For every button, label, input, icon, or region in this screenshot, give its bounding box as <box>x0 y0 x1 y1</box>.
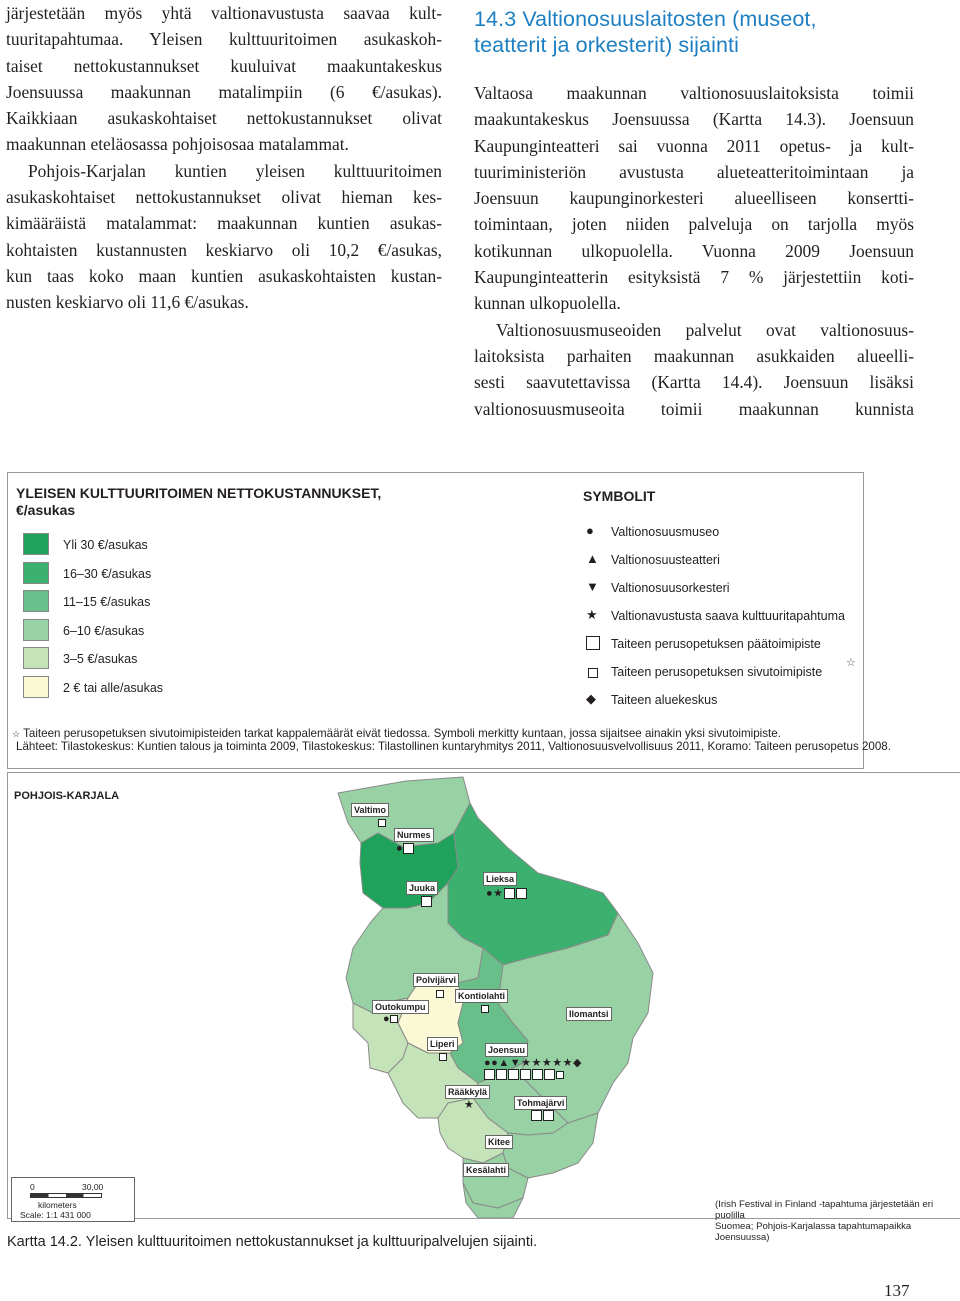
star-icon: ★ <box>552 1057 563 1069</box>
map-symbols-joensuu <box>484 1058 582 1080</box>
map-label-valtimo: Valtimo <box>351 803 389 817</box>
small-square-icon <box>439 1053 447 1061</box>
map-label-nurmes: Nurmes <box>394 828 434 842</box>
diamond-icon: ◆ <box>586 691 596 706</box>
text-line: Valtaosa maakunnan valtionosuuslaitoksista toimii <box>474 83 914 103</box>
text-line: Kaikkiaan asukaskohtaiset nettokustannukset olivat <box>6 108 442 129</box>
map-region-title: POHJOIS-KARJALA <box>14 790 120 802</box>
triangle-up-icon: ▲ <box>498 1057 510 1069</box>
legend-label: 6–10 €/asukas <box>63 624 145 638</box>
star-icon: ★ <box>493 887 504 900</box>
figure-caption: Kartta 14.2. Yleisen kulttuuritoimen nettokustannukset ja kulttuuripalvelujen sijainti. <box>7 1234 538 1250</box>
star-icon: ★ <box>464 1099 475 1111</box>
large-square-icon <box>508 1069 519 1080</box>
scale-zero: 0 <box>30 1182 35 1192</box>
map-symbols-lieksa <box>486 888 528 899</box>
map-symbols-kontiolahti <box>481 1004 490 1015</box>
legend-title <box>16 485 381 519</box>
large-square-icon <box>543 1110 554 1121</box>
right-text-column <box>474 6 914 422</box>
map-label-kontiolahti: Kontiolahti <box>455 989 508 1003</box>
text-line: Kaupunginteatteri sai vuonna 2011 opetus- ja kult- <box>474 135 914 156</box>
text-line: asukaskohtaiset nettokustannukset olivat hieman kes- <box>6 187 442 208</box>
circle-icon: ● <box>396 842 404 855</box>
right-paragraph-1 <box>474 80 914 317</box>
small-square-icon <box>436 990 444 998</box>
star-icon: ★ <box>531 1057 542 1069</box>
section-heading <box>474 6 914 58</box>
text-line: kotikunnan ulkopuolella. Vuonna 2009 Joensuun <box>474 240 914 261</box>
legend-swatch-6-10 <box>23 619 49 641</box>
text-line: Valtionosuusmuseoiden palvelut ovat valtionosuus- <box>496 319 914 340</box>
map-label-liperi: Liperi <box>427 1037 458 1051</box>
star-icon: ★ <box>586 607 598 622</box>
text-line: nusten keskiarvo oli 11,6 €/asukas. <box>6 292 249 313</box>
text-line: Joensuussa maakunnan matalimpiin (6 €/asukas). <box>6 81 442 102</box>
map-label-lieksa: Lieksa <box>483 872 517 886</box>
small-square-icon <box>390 1015 398 1023</box>
festival-note-line: (Irish Festival in Finland -tapahtuma järjestetään eri puolilla <box>715 1199 934 1221</box>
circle-icon: ● <box>383 1013 391 1025</box>
text-line: järjestetään myös yhtä valtionavustusta saavaa kult- <box>6 3 442 23</box>
large-square-icon <box>496 1069 507 1080</box>
map-label-ilomantsi: Ilomantsi <box>566 1007 612 1021</box>
text-line: Joensuun kaupunginorkesteri alueelliseen konsertti- <box>474 188 914 209</box>
page-number: 137 <box>884 1281 910 1300</box>
legend-note-text: Taiteen perusopetuksen sivutoimipisteiden tarkat kappalemäärät eivät tiedossa. Symboli merkitty kuntaan, jossa sijaitsee ainakin yksi sivutoimipiste. <box>23 727 781 740</box>
symbol-label: Valtionosuusteatteri <box>611 553 720 567</box>
legend-swatch-3-5 <box>23 647 49 669</box>
text-line: laitoksista parhaiten maakunnan asukkaiden alueelli- <box>474 345 914 366</box>
legend-swatch-under-2 <box>23 676 49 698</box>
legend-swatch-11-15 <box>23 590 49 612</box>
left-text-column <box>6 0 442 316</box>
circle-icon: ● <box>484 1057 492 1069</box>
outline-star-icon: ☆ <box>12 729 21 739</box>
symbol-label: Taiteen perusopetuksen sivutoimipiste <box>611 665 823 679</box>
text-line: valtionosuusmuseoita toimii maakunnan kunnista <box>474 398 914 419</box>
symbol-label: Valtionosuusmuseo <box>611 525 720 539</box>
text-line: sesti saavutettavissa (Kartta 14.4). Joensuun lisäksi <box>474 372 914 393</box>
map-symbols-polvijarvi <box>436 989 445 1000</box>
legend-title-line: €/asukas <box>16 502 76 518</box>
large-square-icon <box>403 843 414 854</box>
star-icon: ★ <box>562 1057 573 1069</box>
text-line: Kaupunginteatterin esityksistä 7 % järjestettiin koti- <box>474 267 914 288</box>
map-label-raakkyla: Rääkkylä <box>445 1085 490 1099</box>
left-paragraph-2 <box>6 158 442 316</box>
scale-max: 30,00 <box>82 1182 104 1192</box>
map-symbols-outokumpu <box>383 1014 399 1025</box>
map-figure <box>7 472 960 1292</box>
legend-label: 3–5 €/asukas <box>63 652 138 666</box>
map-symbols-raakkyla <box>464 1100 474 1111</box>
legend-label: 16–30 €/asukas <box>63 567 152 581</box>
text-line: maakunnan eteläosassa pohjoisosaa matalammat. <box>6 134 349 155</box>
large-square-icon <box>504 888 515 899</box>
map-symbols-liperi <box>439 1052 448 1063</box>
circle-icon: ● <box>491 1057 499 1069</box>
text-line: kohtaisten kustannusten keskiarvo oli 10,2 €/asukas, <box>6 239 442 260</box>
text-line: kimääräistä matalammat: maakunnan kuntien asukas- <box>6 213 442 234</box>
right-paragraph-2 <box>474 317 914 422</box>
map-label-juuka: Juuka <box>406 881 438 895</box>
scale-ratio: Scale: 1:1 431 000 <box>20 1210 91 1220</box>
scale-unit: kilometers <box>38 1200 77 1210</box>
map-legend <box>7 472 891 769</box>
map-label-polvijarvi: Polvijärvi <box>413 973 459 987</box>
large-square-icon <box>544 1069 555 1080</box>
outline-star-icon: ☆ <box>846 657 856 669</box>
map-symbols-nurmes <box>396 843 415 854</box>
large-square-icon <box>421 896 432 907</box>
section-heading-line: teatterit ja orkesterit) sijainti <box>474 33 739 57</box>
legend-swatch-16-30 <box>23 562 49 584</box>
festival-note <box>715 1199 960 1243</box>
symbol-label: Valtionosuusorkesteri <box>611 581 730 595</box>
legend-label: 2 € tai alle/asukas <box>63 681 164 695</box>
text-line: maakuntakeskus Joensuussa (Kartta 14.3). Joensuun <box>474 109 914 130</box>
symbols-title: SYMBOLIT <box>583 488 656 504</box>
diamond-icon: ◆ <box>572 1057 582 1069</box>
map-symbols-tohmajarvi <box>531 1110 555 1121</box>
small-square-icon <box>588 665 599 679</box>
symbol-label: Taiteen aluekeskus <box>611 693 718 707</box>
large-square-icon <box>531 1110 542 1121</box>
symbol-label: Taiteen perusopetuksen päätoimipiste <box>611 637 821 651</box>
text-line: tuuritapahtumaa. Yleisen kulttuuritoimen asukaskoh- <box>6 29 442 50</box>
triangle-down-icon: ▼ <box>586 579 599 594</box>
left-paragraph-1 <box>6 0 442 158</box>
large-square-icon <box>532 1069 543 1080</box>
map-label-outokumpu: Outokumpu <box>372 1000 429 1014</box>
large-square-icon <box>520 1069 531 1080</box>
text-line: Pohjois-Karjalan kuntien yleisen kulttuuritoimen <box>28 160 442 181</box>
symbol-label: Valtionavustusta saava kulttuuritapahtuma <box>611 609 845 623</box>
map-label-kesalahti: Kesälahti <box>463 1163 509 1177</box>
large-square-icon <box>484 1069 495 1080</box>
section-heading-line: 14.3 Valtionosuuslaitosten (museot, <box>474 7 817 31</box>
small-square-icon <box>481 1005 489 1013</box>
text-line: kun taas koko maan kuntien asukaskohtaisten kustan- <box>6 265 442 286</box>
small-square-icon <box>378 819 386 827</box>
triangle-down-icon: ▼ <box>509 1057 522 1069</box>
star-icon: ★ <box>541 1057 553 1069</box>
legend-sources: Lähteet: Tilastokeskus: Kuntien talous ja toiminta 2009, Tilastokeskus: Tilastollinen kuntaryhmitys 2011, Valtionosuusvelvollisuus 2011, Koramo: Taiteen perusopetus 2008. <box>16 740 891 753</box>
map-label-joensuu: Joensuu <box>485 1043 528 1057</box>
legend-label: 11–15 €/asukas <box>63 595 151 609</box>
legend-note <box>12 727 781 741</box>
map-scale <box>11 1177 135 1222</box>
text-line: tuuriministeriön avustusta alueteatteritoimintaan ja <box>474 161 914 182</box>
text-line: toimintaan, joten niiden palveluja on tarjolla myös <box>474 214 914 235</box>
circle-icon: ● <box>486 887 494 900</box>
festival-note-line: Suomea; Pohjois-Karjalassa tapahtumapaikka Joensuussa) <box>715 1221 912 1243</box>
text-line: kunnan ulkopuolella. <box>474 293 621 314</box>
large-square-icon <box>516 888 527 899</box>
circle-icon: ● <box>586 523 594 538</box>
map-symbols-valtimo <box>378 818 387 829</box>
legend-title-line: YLEISEN KULTTUURITOIMEN NETTOKUSTANNUKSET, <box>16 485 382 501</box>
scale-bar <box>30 1193 102 1198</box>
triangle-up-icon: ▲ <box>586 551 599 566</box>
map-label-kitee: Kitee <box>485 1135 513 1149</box>
text-line: taiset nettokustannukset kuuluivat maakuntakeskus <box>6 55 442 76</box>
large-square-icon <box>586 635 601 650</box>
star-icon: ★ <box>521 1057 532 1069</box>
map-label-tohmajarvi: Tohmajärvi <box>514 1096 567 1110</box>
legend-swatch-over-30 <box>23 533 49 555</box>
map-symbols-juuka <box>421 896 433 907</box>
map-panel <box>7 772 960 1219</box>
legend-label: Yli 30 €/asukas <box>63 538 148 552</box>
small-square-icon <box>556 1071 564 1079</box>
